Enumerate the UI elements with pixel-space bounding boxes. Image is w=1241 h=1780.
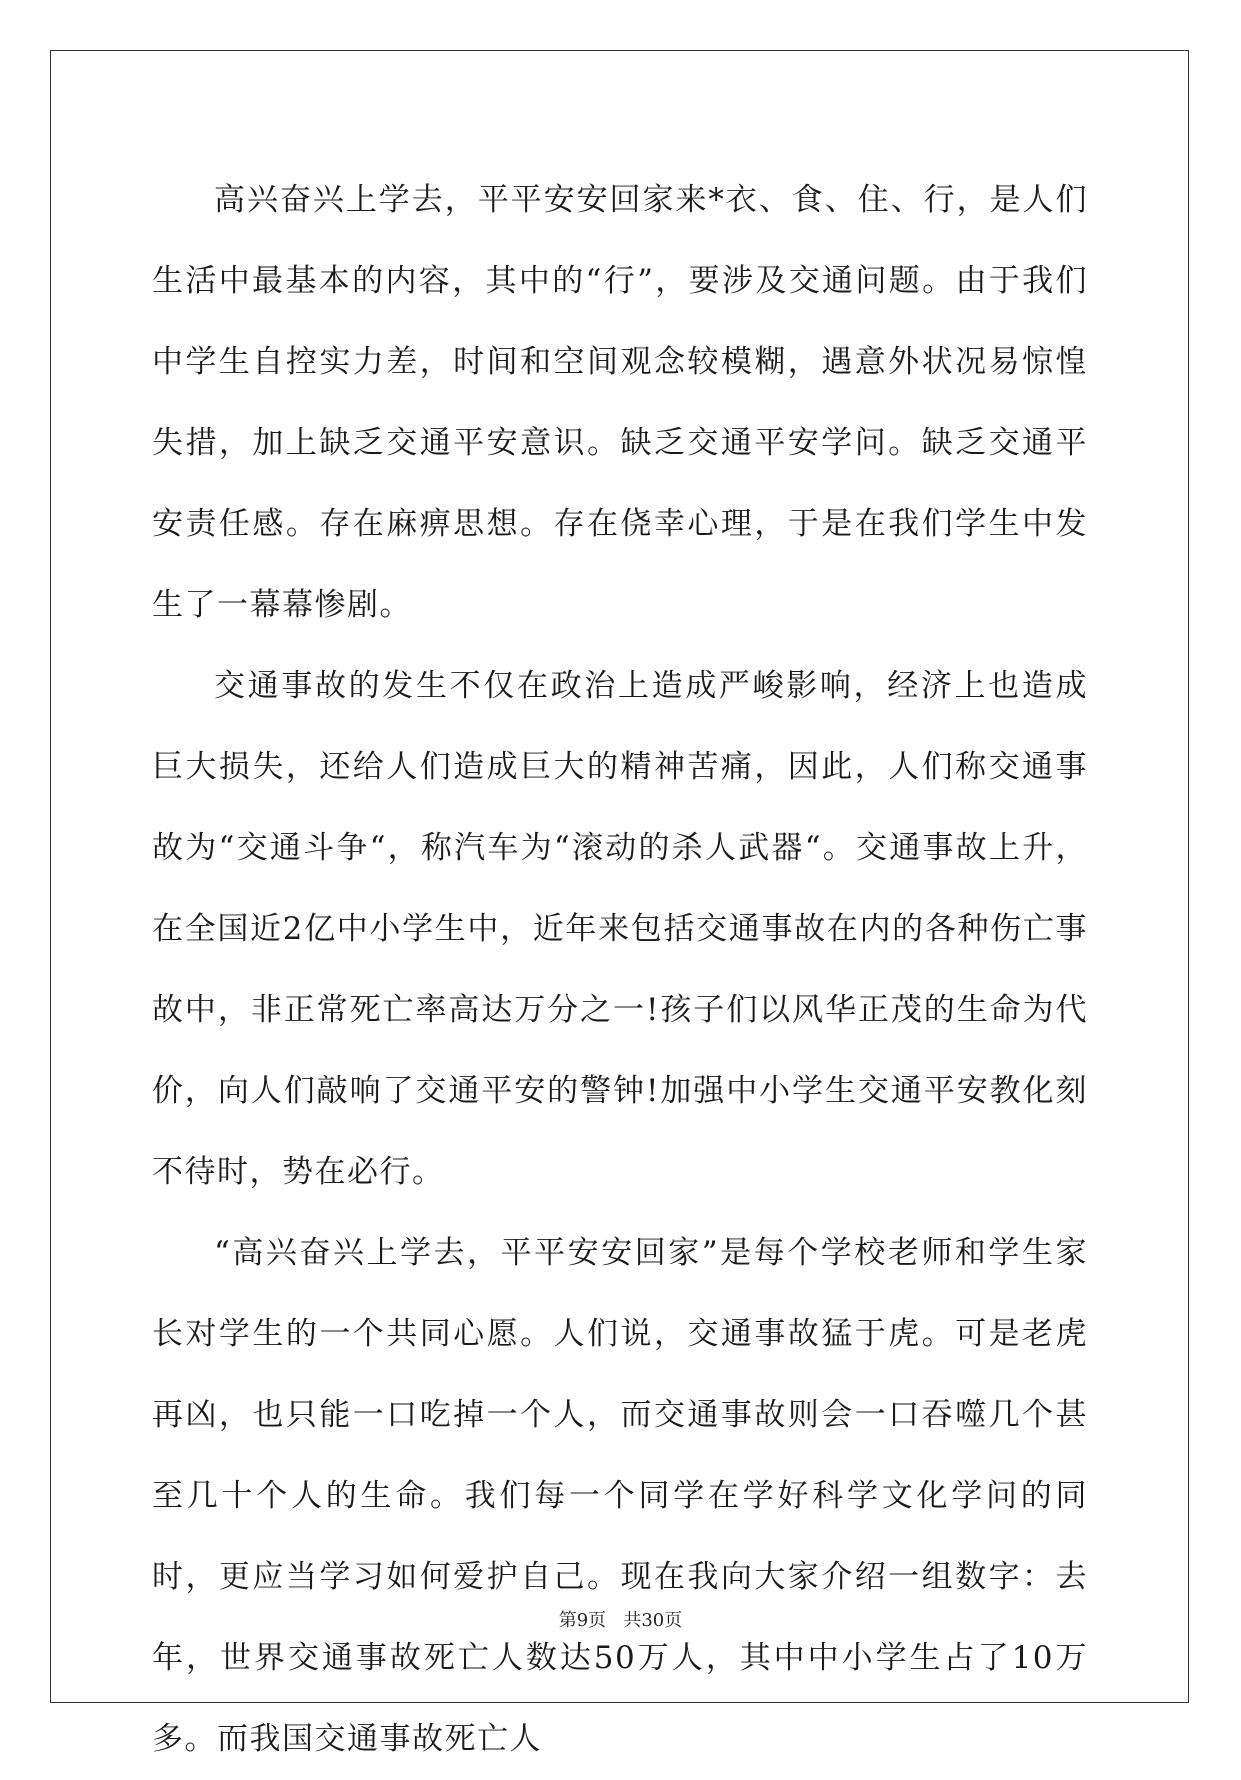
page-number: 第9页: [558, 1610, 607, 1631]
paragraph-1: 高兴奋兴上学去，平平安安回家来*衣、食、住、行，是人们生活中最基本的内容，其中的“行”，要涉及交通问题。由于我们中学生自控实力差，时间和空间观念较模糊，遇意外状况易惊惶失措，加上缺乏交通平安意识。缺乏交通平安学问。缺乏交通平安责任感。存在麻痹思想。存在侥幸心理，于是在我们学生中发生了一幕幕惨剧。: [152, 182, 1088, 623]
paragraph-2: 交通事故的发生不仅在政治上造成严峻影响，经济上也造成巨大损失，还给人们造成巨大的精神苦痛，因此，人们称交通事故为“交通斗争“，称汽车为“滚动的杀人武器“。交通事故上升，在全国近2亿中小学生中，近年来包括交通事故在内的各种伤亡事故中，非正常死亡率高达万分之一!孩子们以风华正茂的生命为代价，向人们敲响了交通平安的警钟!加强中小学生交通平安教化刻不待时，势在必行。: [152, 668, 1088, 1190]
page-footer: [0, 1610, 1241, 1632]
page-total: 共30页: [623, 1610, 683, 1631]
paragraph-3: “高兴奋兴上学去，平平安安回家”是每个学校老师和学生家长对学生的一个共同心愿。人们说，交通事故猛于虎。可是老虎再凶，也只能一口吃掉一个人，而交通事故则会一口吞噬几个甚至几十个人的生命。我们每一个同学在学好科学文化学问的同时，更应当学习如何爱护自己。现在我向大家介绍一组数字：去年，世界交通事故死亡人数达50万人，其中中小学生占了10万多。而我国交通事故死亡人: [152, 1235, 1088, 1757]
document-body: [152, 160, 1088, 1780]
